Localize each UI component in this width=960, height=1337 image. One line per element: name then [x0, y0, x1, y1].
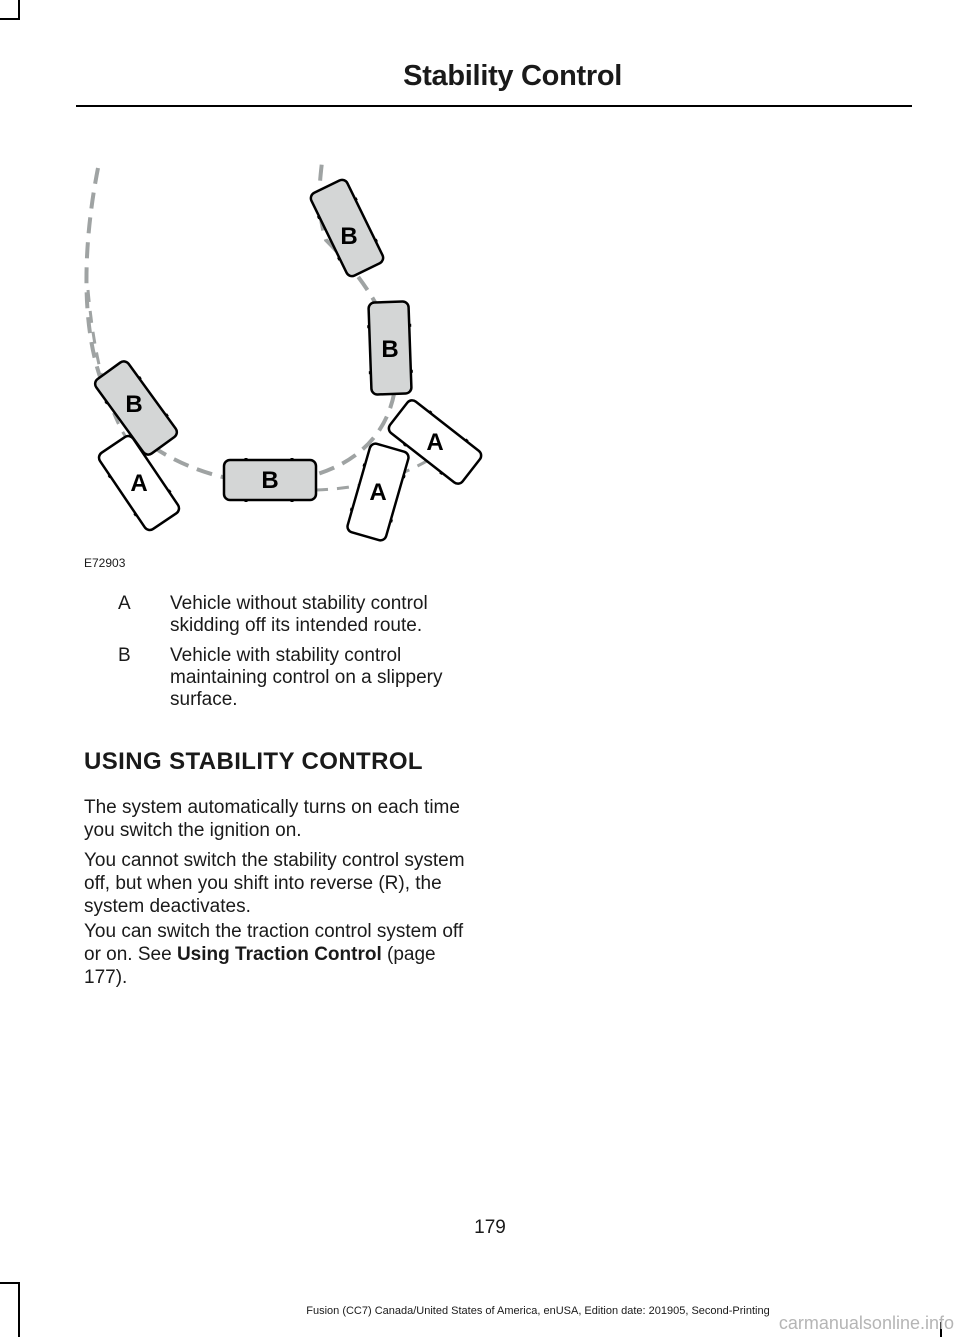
vehicle-label: A	[130, 470, 148, 497]
vehicle-label: A	[369, 479, 387, 506]
section-heading: USING STABILITY CONTROL	[84, 748, 423, 775]
paragraph-text: (page 177).	[84, 944, 436, 988]
paragraph	[84, 920, 484, 989]
page-number: 179	[474, 1217, 506, 1238]
legend-text: Vehicle with stability control maintaining control on a slippery surface.	[170, 645, 443, 710]
vehicle-b-right	[366, 301, 413, 394]
header-rule	[76, 105, 912, 107]
vehicle-label: B	[261, 467, 279, 494]
paragraph-text: You can switch the traction control system off or on. See	[84, 921, 464, 965]
stability-illustration	[76, 150, 496, 550]
crop-mark	[0, 1282, 20, 1284]
vehicle-label: B	[125, 391, 143, 418]
vehicle-label: B	[381, 336, 399, 363]
footer-text: Fusion (CC7) Canada/United States of America, enUSA, Edition date: 201905, Second-Printing	[306, 1305, 770, 1317]
page-title: Stability Control	[403, 60, 622, 92]
cross-reference-link[interactable]: Using Traction Control	[176, 944, 382, 965]
paragraph: You cannot switch the stability control system off, but when you shift into reverse (R), the system deactivates.	[84, 850, 465, 917]
figure-id: E72903	[84, 556, 126, 570]
vehicle-b-top	[307, 177, 387, 279]
vehicle-label: B	[340, 223, 358, 250]
paragraph: The system automatically turns on each time you switch the ignition on.	[84, 797, 460, 841]
watermark: carmanualsonline.info	[778, 1313, 954, 1333]
vehicle-a-left	[95, 433, 183, 534]
crop-mark	[0, 18, 20, 20]
legend-text: Vehicle without stability control skidding off its intended route.	[170, 593, 428, 636]
vehicle-label: A	[426, 429, 444, 456]
legend-key: B	[118, 645, 131, 666]
legend-key: A	[118, 593, 131, 614]
vehicle-b-bottom	[224, 458, 316, 502]
crop-mark	[18, 0, 20, 18]
